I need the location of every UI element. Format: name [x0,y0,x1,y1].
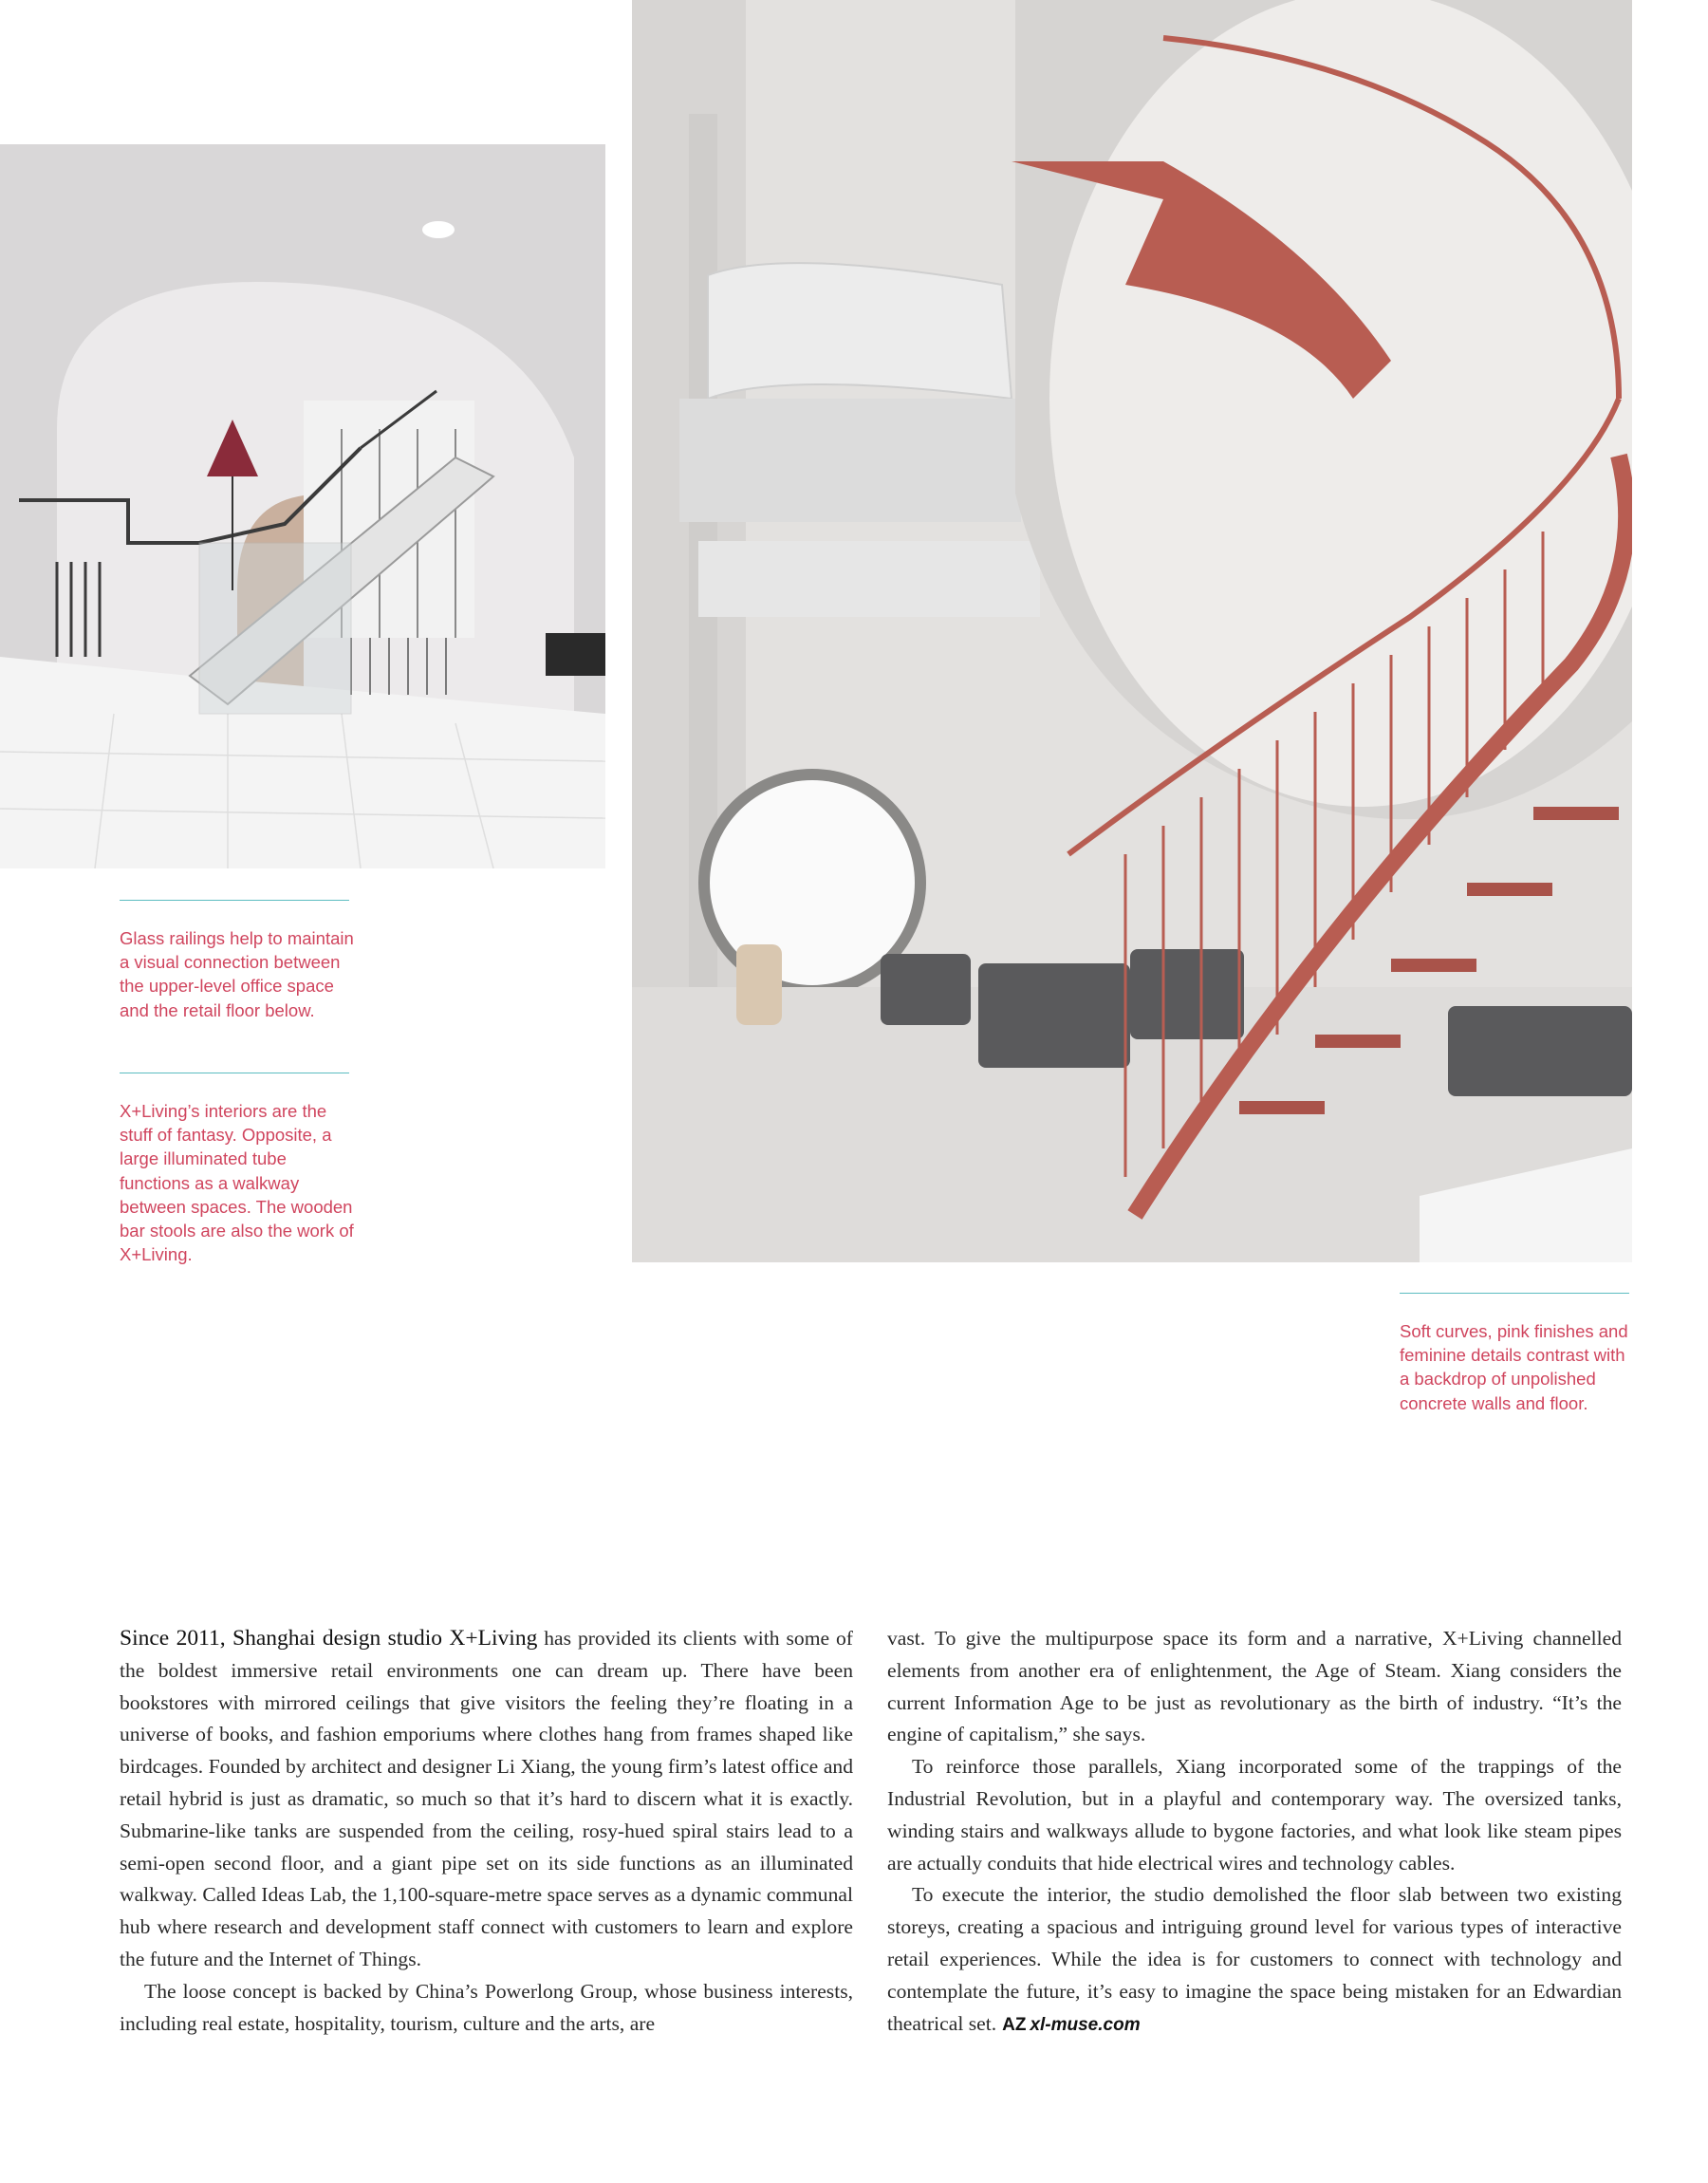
article-column-left [120,1623,853,2040]
source-url: xl-muse.com [1030,2014,1141,2035]
article-paragraph-last [887,1879,1622,2041]
photo-arched-staircase [0,144,605,868]
caption-interiors: X+Living’s interiors are the stuff of fantasy. Opposite, a large illuminated tube functions as a walkway between spaces. The wooden bar stools are also the work of X+Living. [120,1101,354,1265]
caption-rule [120,900,349,901]
article-paragraph: To reinforce those parallels, Xiang incorporated some of the trappings of the Industrial Revolution, but in a playful and contemporary way. The oversized tanks, winding stairs and walkways allude to bygone factories, and what look like steam pipes are actually conduits that hide electrical wires and technology cables. [887,1755,1622,1875]
article-column-right [887,1623,1622,2041]
article-paragraph: vast. To give the multipurpose space its form and a narrative, X+Living channelled elements from another era of enlightenment, the Age of Steam. Xiang considers the current Information Age to be just as revolutionary as the birth of industry. “It’s the engine of capitalism,” she says. [887,1627,1622,1746]
article-paragraph: The loose concept is backed by China’s Powerlong Group, whose business interests, including real estate, hospitality, tourism, culture and the arts, are [120,1979,853,2035]
caption-glass-railings: Glass railings help to maintain a visual connection between the upper-level office space and the retail floor below. [120,928,354,1020]
article-paragraph-4-text: To execute the interior, the studio demolished the floor slab between two existing storeys, creating a spacious and intriguing ground level for various types of interactive retail experiences. While the idea is for customers to connect with technology and contemplate the future, it’s easy to imagine the space being mistaken for an Edwardian theatrical set. [887,1883,1622,2035]
photo-spiral-staircase [632,0,1632,1262]
article-paragraph-1-text: has provided its clients with some of the boldest immersive retail environments one can dream up. There have been bookstores with mirrored ceilings that give visitors the feeling they’re floating in a universe of books, and fashion emporiums where clothes hang from frames shaped like birdcages. Founded by architect and designer Li Xiang, the young firm’s latest office and retail hybrid is just as dramatic, so much so that it’s hard to discern what it is exactly. Submarine-like tanks are suspended from the ceiling, rosy-hued spiral stairs lead to a semi-open second floor, and a giant pipe set on its side functions as an illuminated walkway. Called Ideas Lab, the 1,100-square-metre space serves as a dynamic communal hub where research and development staff connect with customers to learn and explore the future and the Internet of Things. [120,1627,853,1970]
caption-rule [1400,1293,1629,1294]
article-paragraph [120,1623,853,1976]
caption-soft-curves: Soft curves, pink finishes and feminine details contrast with a backdrop of unpolished concrete walls and floor. [1400,1321,1628,1413]
signoff-mark: AZ [1002,2014,1027,2035]
article-lead-in: Since 2011, Shanghai design studio X+Living [120,1626,538,1651]
